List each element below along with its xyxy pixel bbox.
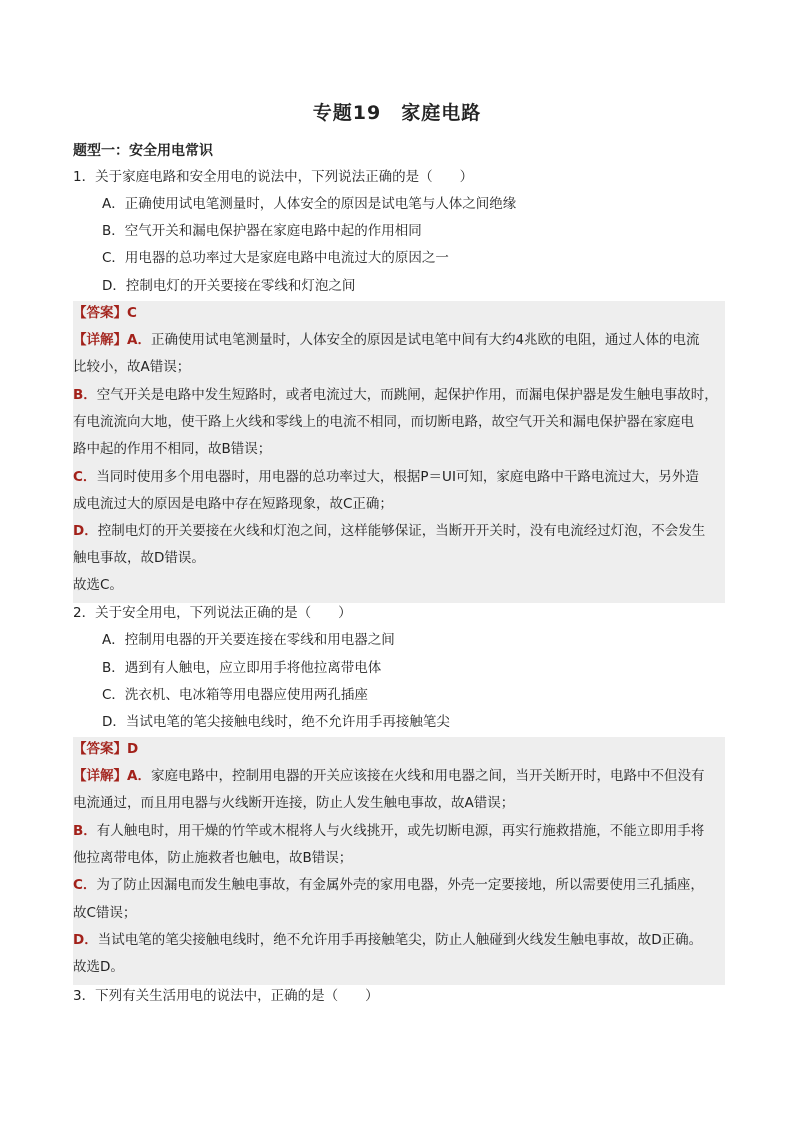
question-3-stem: 3．下列有关生活用电的说法中，正确的是（ ）	[73, 988, 379, 1004]
detail-lead: A．	[127, 768, 151, 784]
detail-line	[73, 412, 725, 432]
detail-text: 当试电笔的笔尖接触电线时，绝不允许用手再接触笔尖，防止人触碰到火线发生触电事故，故D正确。	[97, 932, 703, 948]
detail-line	[73, 330, 725, 350]
question-2-answer-block	[73, 737, 725, 985]
detail-line	[73, 875, 725, 895]
detail-text: 空气开关是电路中发生短路时，或者电流过大，而跳闸，起保护作用，而漏电保护器是发生触电事故时，	[96, 387, 718, 403]
detail-lead: C．	[73, 877, 97, 893]
detail-text: 故选C。	[73, 577, 123, 593]
detail-line	[73, 357, 725, 377]
question-2-option-d: D．当试电笔的笔尖接触电线时，绝不允许用手再接触笔尖	[102, 714, 450, 730]
detail-line	[73, 385, 725, 405]
detail-text: 故选D。	[73, 959, 124, 975]
detail-tag: 【详解】	[73, 768, 127, 784]
detail-text: 有电流流向大地，使干路上火线和零线上的电流不相同，而切断电路，故空气开关和漏电保护器在家庭电	[73, 414, 694, 430]
detail-text: 控制电灯的开关要接在火线和灯泡之间，这样能够保证，当断开开关时，没有电流经过灯泡，不会发生	[97, 523, 706, 539]
detail-lead: A．	[127, 332, 151, 348]
detail-line	[73, 957, 725, 977]
detail-lead: D．	[73, 523, 98, 539]
detail-text: 当同时使用多个用电器时，用电器的总功率过大，根据P＝UI可知，家庭电路中干路电流过大，另外造	[96, 469, 699, 485]
detail-line	[73, 903, 725, 923]
question-1-option-c: C．用电器的总功率过大是家庭电路中电流过大的原因之一	[102, 250, 449, 266]
detail-line	[73, 848, 725, 868]
detail-text: 故C错误；	[73, 905, 137, 921]
answer-line	[73, 739, 725, 759]
detail-line	[73, 494, 725, 514]
detail-text: 家庭电路中，控制用电器的开关应该接在火线和用电器之间，当开关断开时，电路中不但没有	[150, 768, 705, 784]
detail-line	[73, 439, 725, 459]
detail-text: 他拉离带电体，防止施救者也触电，故B错误；	[73, 850, 353, 866]
detail-text: 电流通过，而且用电器与火线断开连接，防止人发生触电事故，故A错误；	[73, 795, 515, 811]
question-2-option-b: B．遇到有人触电，应立即用手将他拉离带电体	[102, 660, 382, 676]
question-2-stem: 2．关于安全用电，下列说法正确的是（ ）	[73, 605, 352, 621]
detail-line	[73, 766, 725, 786]
answer-line	[73, 303, 725, 323]
question-1-option-b: B．空气开关和漏电保护器在家庭电路中起的作用相同	[102, 223, 422, 239]
answer-tag: 【答案】	[73, 305, 127, 321]
question-2-option-a: A．控制用电器的开关要连接在零线和用电器之间	[102, 632, 395, 648]
detail-text: 成电流过大的原因是电路中存在短路现象，故C正确；	[73, 496, 393, 512]
question-1-answer-block	[73, 301, 725, 603]
question-1-option-a: A．正确使用试电笔测量时，人体安全的原因是试电笔与人体之间绝缘	[102, 196, 517, 212]
question-1-stem: 1．关于家庭电路和安全用电的说法中，下列说法正确的是（ ）	[73, 169, 474, 185]
detail-text: 为了防止因漏电而发生触电事故，有金属外壳的家用电器，外壳一定要接地，所以需要使用三孔插座，	[96, 877, 704, 893]
detail-text: 路中起的作用不相同，故B错误；	[73, 441, 272, 457]
section-heading: 题型一：安全用电常识	[73, 143, 213, 159]
detail-line	[73, 548, 725, 568]
answer-tag: 【答案】	[73, 741, 127, 757]
detail-text: 比较小，故A错误；	[73, 359, 191, 375]
detail-line	[73, 521, 725, 541]
detail-lead: C．	[73, 469, 97, 485]
question-1-option-d: D．控制电灯的开关要接在零线和灯泡之间	[102, 278, 356, 294]
detail-line	[73, 467, 725, 487]
question-2-option-c: C．洗衣机、电冰箱等用电器应使用两孔插座	[102, 687, 368, 703]
detail-text: 正确使用试电笔测量时，人体安全的原因是试电笔中间有大约4兆欧的电阻，通过人体的电流	[150, 332, 700, 348]
detail-tag: 【详解】	[73, 332, 127, 348]
detail-line	[73, 821, 725, 841]
detail-lead: D．	[73, 932, 98, 948]
detail-lead: B．	[73, 823, 97, 839]
detail-text: 有人触电时，用干燥的竹竿或木棍将人与火线挑开，或先切断电源，再实行施救措施，不能立即用手将	[96, 823, 705, 839]
answer-value: C	[127, 305, 137, 321]
page-title: 专题19 家庭电路	[312, 102, 482, 124]
detail-text: 触电事故，故D错误。	[73, 550, 205, 566]
detail-lead: B．	[73, 387, 97, 403]
answer-value: D	[127, 741, 139, 757]
detail-line	[73, 575, 725, 595]
detail-line	[73, 793, 725, 813]
detail-line	[73, 930, 725, 950]
